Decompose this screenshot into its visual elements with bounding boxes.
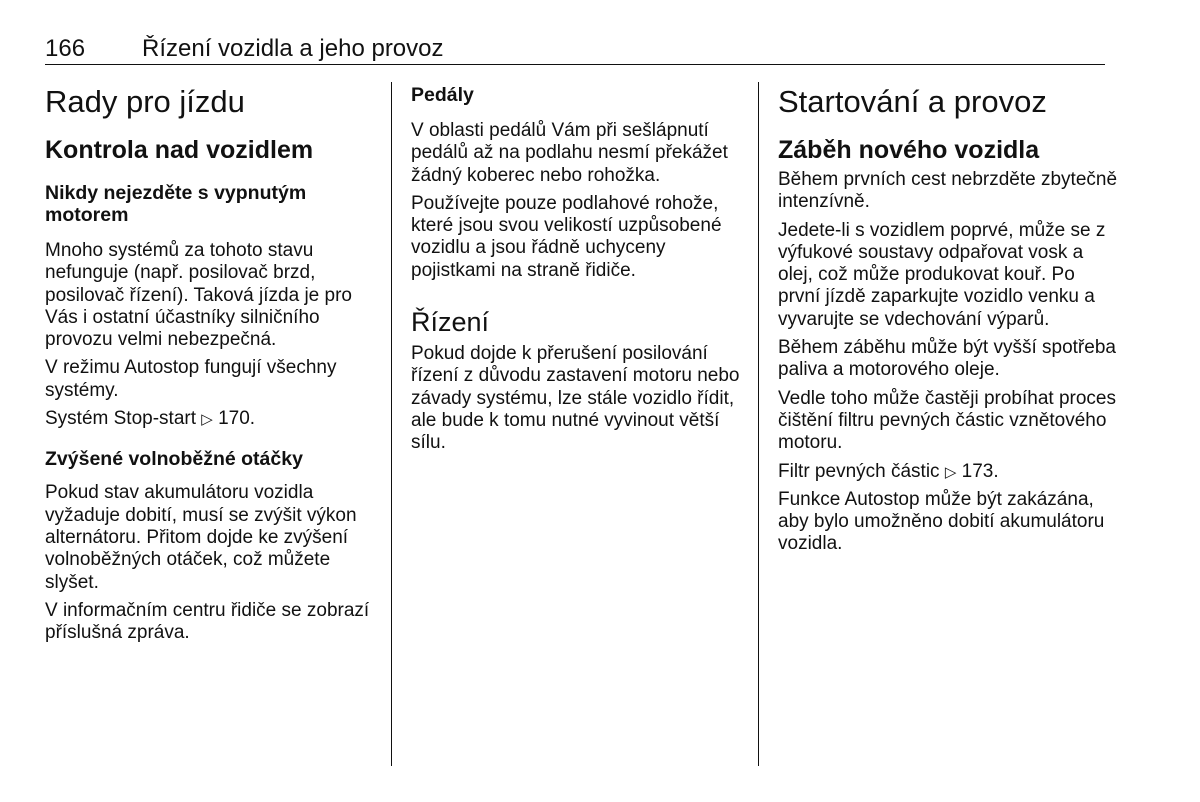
column-right	[778, 82, 1118, 556]
cross-reference-paragraph	[45, 408, 380, 430]
triangle-right-icon: ▷	[201, 410, 213, 429]
paragraph: Jedete-li s vozidlem poprvé, může se z výfukové soustavy odpařovat vosk a olej, což může produkovat kouř. Po první jízdě zaparkujte vozidlo venku a vyvarujte se vdechování výparů.	[778, 219, 1106, 330]
paragraph: Během prvních cest nebrzděte zbytečně intenzívně.	[778, 169, 1118, 213]
paragraph: Vedle toho může častěji probíhat proces čištění filtru pevných částic vznětového motoru.	[778, 387, 1116, 454]
page-number: 166	[45, 35, 86, 62]
heading-engine-off: Nikdy nejezděte s vypnutým motorem	[45, 182, 307, 226]
paragraph: Mnoho systémů za tohoto stavu nefunguje (např. posilovač brzd, posilovač řízení). Taková jízda je pro Vás i ostatní účastníky silničního provozu velmi nebezpečná.	[45, 240, 352, 351]
paragraph: Pokud stav akumulátoru vozidla vyžaduje dobití, musí se zvýšit výkon alternátoru. Přitom dojde ke zvýšení volnoběžných otáček, což můžete slyšet.	[45, 482, 357, 593]
paragraph: Používejte pouze podlahové rohože, které jsou svou velikostí uzpůsobené vozidlu a jsou řádně uchyceny pojistkami na straně řidiče.	[411, 192, 722, 281]
heading-steering: Řízení	[411, 307, 490, 338]
paragraph: V oblasti pedálů Vám při sešlápnutí pedálů až na podlahu nesmí překážet žádný koberec nebo rohožka.	[411, 120, 728, 186]
subsection-title: Kontrola nad vozidlem	[45, 136, 314, 164]
subsection-title: Záběh nového vozidla	[778, 136, 1040, 164]
triangle-right-icon: ▷	[944, 462, 957, 481]
cross-reference-paragraph	[778, 461, 1118, 483]
paragraph: V režimu Autostop fungují všechny systémy.	[45, 357, 337, 401]
section-title: Rady pro jízdu	[45, 84, 245, 119]
reference-page: 170.	[218, 408, 256, 430]
paragraph: Během záběhu může být vyšší spotřeba paliva a motorového oleje.	[778, 337, 1116, 381]
section-title: Startování a provoz	[778, 84, 1047, 119]
chapter-title: Řízení vozidla a jeho provoz	[142, 35, 444, 62]
paragraph: Funkce Autostop může být zakázána, aby bylo umožněno dobití akumulátoru vozidla.	[778, 488, 1105, 555]
heading-idle-speed: Zvýšené volnoběžné otáčky	[45, 448, 303, 471]
column-divider-2	[758, 82, 759, 766]
reference-page: 173.	[961, 460, 999, 482]
reference-text: Filtr pevných částic	[778, 460, 945, 482]
column-left	[45, 82, 380, 644]
column-middle	[411, 82, 746, 455]
reference-text: Systém Stop-start	[45, 408, 202, 430]
column-divider-1	[391, 82, 392, 766]
heading-pedals: Pedály	[411, 84, 474, 106]
paragraph: V informačním centru řidiče se zobrazí příslušná zpráva.	[45, 599, 370, 644]
paragraph: Pokud dojde k přerušení posilování řízení z důvodu zastavení motoru nebo závady systému, lze stále vozidlo řídit, ale bude k tomu nutné vyvinout větší sílu.	[411, 343, 740, 454]
page-header	[45, 34, 1105, 64]
header-divider	[45, 64, 1105, 65]
